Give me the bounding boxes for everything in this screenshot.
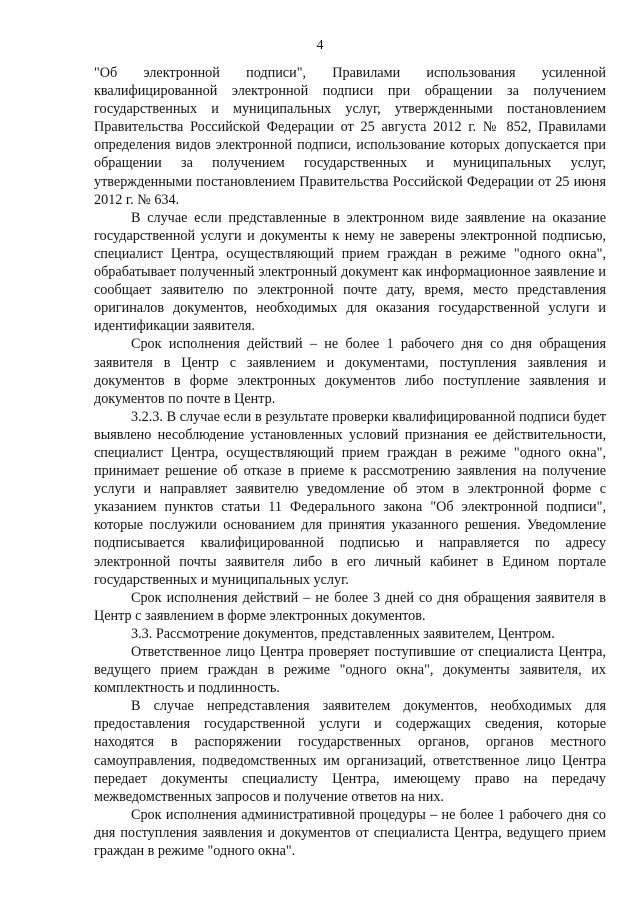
document-body	[94, 64, 606, 860]
paragraph-deadline-3-days: Срок исполнения действий – не более 3 дней со дня обращения заявителя в Центр с заявлением в форме электронных документов.	[94, 589, 606, 624]
paragraph-unsigned-application: В случае если представленные в электронном виде заявление на оказание государственной услуги и документы к нему не заверены электронной подписью, специалист Центра, осуществляющий прием граждан в режиме "одного окна", обрабатывает полученный электронный документ как информационное заявление и сообщает заявителю по электронной почте дату, время, место представления оригиналов документов, необходимых для оказания государственной услуги и идентификации заявителя.	[94, 209, 606, 335]
paragraph-missing-documents: В случае непредставления заявителем документов, необходимых для предоставления государственной услуги и содержащих сведения, которые находятся в распоряжении государственных органов, органов местного самоуправления, подведомственных им организаций, ответственное лицо Центра передает документы специалисту Центра, имеющему право на передачу межведомственных запросов и получение ответов на них.	[94, 698, 606, 805]
page-number: 4	[316, 38, 324, 53]
paragraph-3-2-3: 3.2.3. В случае если в результате проверки квалифицированной подписи будет выявлено несоблюдение установленных условий признания ее действительности, специалист Центра, осуществляющий прием граждан в режиме "одного окна", принимает решение об отказе в приеме к рассмотрению заявления на получение услуги и направляет заявителю уведомление об этом в электронной форме с указанием пунктов статьи 11 Федерального закона "Об электронной подписи", которые послужили основанием для принятия указанного решения. Уведомление подписывается квалифицированной подписью и направляется по адресу электронной почты заявителя либо в его личный кабинет в Едином портале государственных и муниципальных услуг.	[94, 408, 606, 588]
paragraph-responsible-person: Ответственное лицо Центра проверяет поступившие от специалиста Центра, ведущего прием граждан в режиме "одного окна", документы заявителя, их комплектность и подлинность.	[94, 644, 606, 697]
paragraph-3-3-heading: 3.3. Рассмотрение документов, представленных заявителем, Центром.	[131, 625, 555, 642]
paragraph-procedure-deadline: Срок исполнения административной процедуры – не более 1 рабочего дня со дня поступления заявления и документов от специалиста Центра, ведущего прием граждан в режиме "одного окна".	[94, 806, 606, 860]
paragraph-deadline-1-day: Срок исполнения действий – не более 1 рабочего дня со дня обращения заявителя в Центр с заявлением и документами, поступления заявления и документов в форме электронных документов либо поступление заявления и документов по почте в Центр.	[94, 336, 606, 407]
paragraph-continuation: "Об электронной подписи", Правилами использования усиленной квалифицированной электронной подписи при обращении за получением государственных и муниципальных услуг, утвержденными постановлением Правительства Российской Федерации от 25 августа 2012 г. № 852, Правилами определения видов электронной подписи, использование которых допускается при обращении за получением государственных и муниципальных услуг, утвержденными постановлением Правительства Российской Федерации от 25 июня 2012 г. № 634.	[94, 65, 606, 208]
